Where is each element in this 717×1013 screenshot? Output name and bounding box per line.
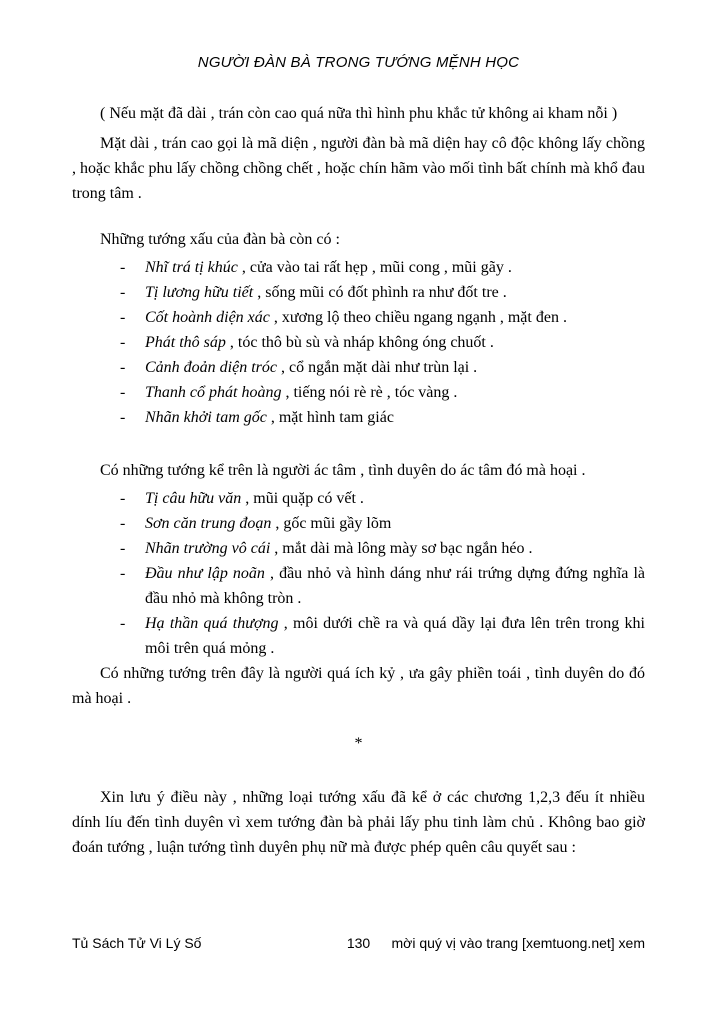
list-item [72, 380, 645, 405]
feature-desc: , tiếng nói rè rè , tóc vàng . [281, 384, 458, 401]
paragraph-ma-dien: Mặt dài , trán cao gọi là mã diện , người đàn bà mã diện hay cô độc không lấy chồng , hoặc khắc phu lấy chồng chồng chết , hoặc chín hãm vào mối tình bất chính mà khổ đau trong tâm . [72, 135, 645, 202]
feature-desc: , sống mũi có đốt phình ra như đốt tre . [253, 284, 507, 301]
feature-term: Cốt hoành diện xác [145, 309, 270, 326]
page-footer [72, 934, 645, 952]
feature-term: Đầu như lập noãn [145, 565, 265, 582]
page-number: 130 [346, 935, 371, 951]
list-item [72, 280, 645, 305]
list-item [72, 536, 645, 561]
feature-term: Hạ thần quá thượng [145, 615, 279, 632]
list-intro: Những tướng xấu của đàn bà còn có : [100, 231, 340, 248]
feature-term: Tị lương hữu tiết [145, 284, 254, 301]
paragraph-note: ( Nếu mặt đã dài , trán còn cao quá nữa thì hình phu khắc tử không ai kham nỗi ) [100, 105, 618, 122]
bad-features-list-1 [72, 255, 645, 430]
feature-desc: , tóc thô bù sù và nháp không óng chuốt . [225, 334, 494, 351]
feature-term: Tị câu hữu văn [145, 490, 242, 507]
list-item [72, 561, 645, 611]
section-separator: * [354, 735, 363, 752]
feature-term: Sơn căn trung đoạn [145, 515, 272, 532]
list-item [72, 405, 645, 430]
feature-desc: , cổ ngắn mặt dài như trùn lại . [277, 359, 478, 376]
page-title: NGƯỜI ĐÀN BÀ TRONG TƯỚNG MỆNH HỌC [197, 54, 520, 71]
paragraph-ich-ky: Có những tướng trên đây là người quá ích kỷ , ưa gây phiền toái , tình duyên do đó mà hoại . [72, 665, 645, 707]
feature-desc: , cửa vào tai rất hẹp , mũi cong , mũi gãy . [237, 259, 512, 276]
page-content [72, 0, 645, 860]
footer-book-series: Tủ Sách Tử Vi Lý Số [72, 935, 202, 951]
feature-desc: , mặt hình tam giác [266, 409, 394, 426]
list-item [72, 305, 645, 330]
list-item [72, 330, 645, 355]
paragraph-ac-tam: Có những tướng kể trên là người ác tâm , tình duyên do ác tâm đó mà hoại . [100, 462, 586, 479]
feature-desc: , đầu nhỏ và hình dáng như rái trứng dựng đứng nghĩa là đầu nhỏ mà không tròn . [145, 565, 645, 607]
list-item [72, 355, 645, 380]
bad-features-list-2 [72, 486, 645, 661]
feature-term: Cảnh đoản diện tróc [145, 359, 277, 376]
feature-term: Nhãn trường vô cái [145, 540, 271, 557]
list-item [72, 255, 645, 280]
paragraph-luu-y: Xin lưu ý điều này , những loại tướng xấu đã kể ở các chương 1,2,3 đếu ít nhiều dính líu đến tình duyên vì xem tướng đàn bà phải lấy phu tinh làm chủ . Không bao giờ đoán tướng , luận tướng tình duyên phụ nữ mà được phép quên câu quyết sau : [72, 789, 645, 856]
feature-desc: , mắt dài mà lông mày sơ bạc ngắn héo . [270, 540, 533, 557]
list-item [72, 611, 645, 661]
feature-term: Thanh cổ phát hoàng [145, 384, 282, 401]
feature-desc: , mũi quặp có vết . [241, 490, 364, 507]
list-item [72, 486, 645, 511]
feature-term: Phát thô sáp [145, 334, 226, 351]
feature-term: Nhĩ trá tị khúc [145, 259, 238, 276]
feature-desc: , gốc mũi gầy lõm [271, 515, 392, 532]
footer-site-note: mời quý vị vào trang [xemtuong.net] xem [391, 935, 646, 951]
feature-desc: , môi dưới chề ra và quá dầy lại đưa lên trên trong khi môi trên quá mỏng . [145, 615, 645, 657]
feature-term: Nhãn khởi tam gốc [145, 409, 267, 426]
list-item [72, 511, 645, 536]
feature-desc: , xương lộ theo chiều ngang ngạnh , mặt đen . [269, 309, 567, 326]
